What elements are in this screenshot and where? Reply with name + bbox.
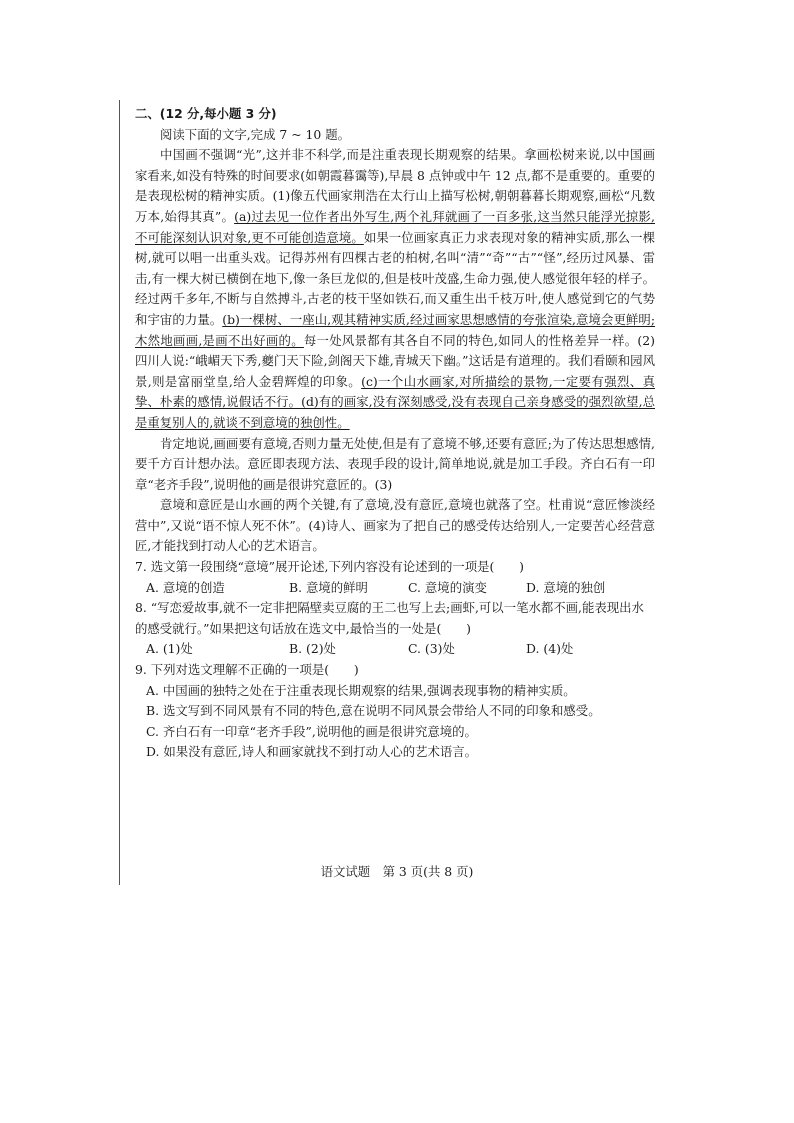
margin-line [119,100,120,885]
question-9-stem: 9. 下列对选文理解不正确的一项是( ) [135,662,359,678]
question-7-options [135,578,655,599]
question-8-option-c[interactable]: C. (3)处 [408,641,455,657]
question-9-option-b[interactable]: B. 选文写到不同风景有不同的特色,意在说明不同风景会带给人不同的印象和感受。 [146,703,601,719]
question-7-option-b[interactable]: B. 意境的鲜明 [289,579,368,595]
exam-content [135,104,655,763]
p1-seg-1-underlined: (a)过去见一位作者出外写生,两个礼拜就画了一百多张,这当然只能浮光掠影,不可能深刻认识对象,更不可能创造意境。 [135,208,655,245]
question-9-option-d[interactable]: D. 如果没有意匠,诗人和画家就找不到打动人心的艺术语言。 [146,744,478,760]
question-8-stem: 8. “写恋爱故事,就不一定非把隔壁卖豆腐的王二也写上去;画虾,可以一笔水都不画,能表现出水的感受就行。”如果把这句话放在选文中,最恰当的一处是( ) [135,600,644,636]
question-8-option-a[interactable]: A. (1)处 [146,641,193,657]
page-footer: 语文试题 第 3 页(共 8 页) [320,864,474,879]
passage-paragraph-2: 肯定地说,画画要有意境,否则力量无处使,但是有了意境不够,还要有意匠;为了传达思想感情,要千方百计想办法。意匠即表现方法、表现手段的设计,简单地说,就是加工手段。齐白石有一印章“老齐手段”,说明他的画是很讲究意匠的。(3) [135,435,655,492]
question-8-option-d[interactable]: D. (4)处 [526,641,574,657]
p1-seg-0: 中国画不强调“光”,这并非不科学,而是注重表现长期观察的结果。拿画松树来说,以中国画家看来,如没有特殊的时间要求(如朝霞暮霭等),早晨 8 点钟或中午 12 点,都不是重要的。重要的是表现松树的精神实质。(1)像五代画家荆浩在太行山上描写松树,朝朝暮暮长期观察,画松“凡数万本,始得其真”。 [135,147,655,224]
p1-seg-4: 每一处风景都有其各自不同的特色,如同人的性格差异一样。(2)四川人说:“峨嵋天下秀,夔门天下险,剑阁天下雄,青城天下幽。”这话是有道理的。我们看颐和园风景,则是富丽堂皇,给人金碧辉煌的印象。 [135,332,655,389]
question-9-option-a[interactable]: A. 中国画的独特之处在于注重表现长期观察的结果,强调表现事物的精神实质。 [146,682,576,698]
question-7-option-d[interactable]: D. 意境的独创 [526,579,606,595]
p1-seg-3-underlined: (b)一棵树、一座山,观其精神实质,经过画家思想感情的夸张渲染,意境会更鲜明;木然地画画,是画不出好画的。 [135,311,656,348]
question-7-option-c[interactable]: C. 意境的演变 [408,579,487,595]
p1-seg-2: 如果一位画家真正力求表现对象的精神实质,那么一棵树,就可以唱一出重头戏。记得苏州有四棵古老的柏树,名叫“清”“奇”“古”“怪”,经历过风暴、雷击,有一棵大树已横倒在地下,像一条巨龙似的,但是枝叶茂盛,生命力强,使人感觉很年轻的样子。经过两千多年,不断与自然搏斗,古老的枝干坚如铁石,而又重生出千枝万叶,使人感觉到它的气势和宇宙的力量。 [135,229,655,327]
passage-paragraph-1 [135,145,655,433]
passage-paragraph-3: 意境和意匠是山水画的两个关键,有了意境,没有意匠,意境也就落了空。杜甫说“意匠惨淡经营中”,又说“语不惊人死不休”。(4)诗人、画家为了把自己的感受传达给别人,一定要苦心经营意匠,才能找到打动人心的艺术语言。 [135,497,655,554]
section-title: 二、(12 分,每小题 3 分) [135,106,277,121]
question-8-options [135,639,655,660]
question-7-option-a[interactable]: A. 意境的创造 [146,579,225,595]
question-7-stem: 7. 选文第一段围绕“意境”展开论述,下列内容没有论述到的一项是( ) [135,559,524,575]
p1-seg-5-underlined: (c)一个山水画家,对所描绘的景物,一定要有强烈、真挚、朴素的感情,说假话不行。(d)有的画家,没有深刻感受,没有表现自己亲身感受的强烈欲望,总是重复别人的,就谈不到意境的独创性。 [135,373,655,430]
instruction: 阅读下面的文字,完成 7 ~ 10 题。 [160,126,351,142]
question-9-option-c[interactable]: C. 齐白石有一印章“老齐手段”,说明他的画是很讲究意境的。 [146,723,477,739]
question-8-option-b[interactable]: B. (2)处 [289,641,336,657]
